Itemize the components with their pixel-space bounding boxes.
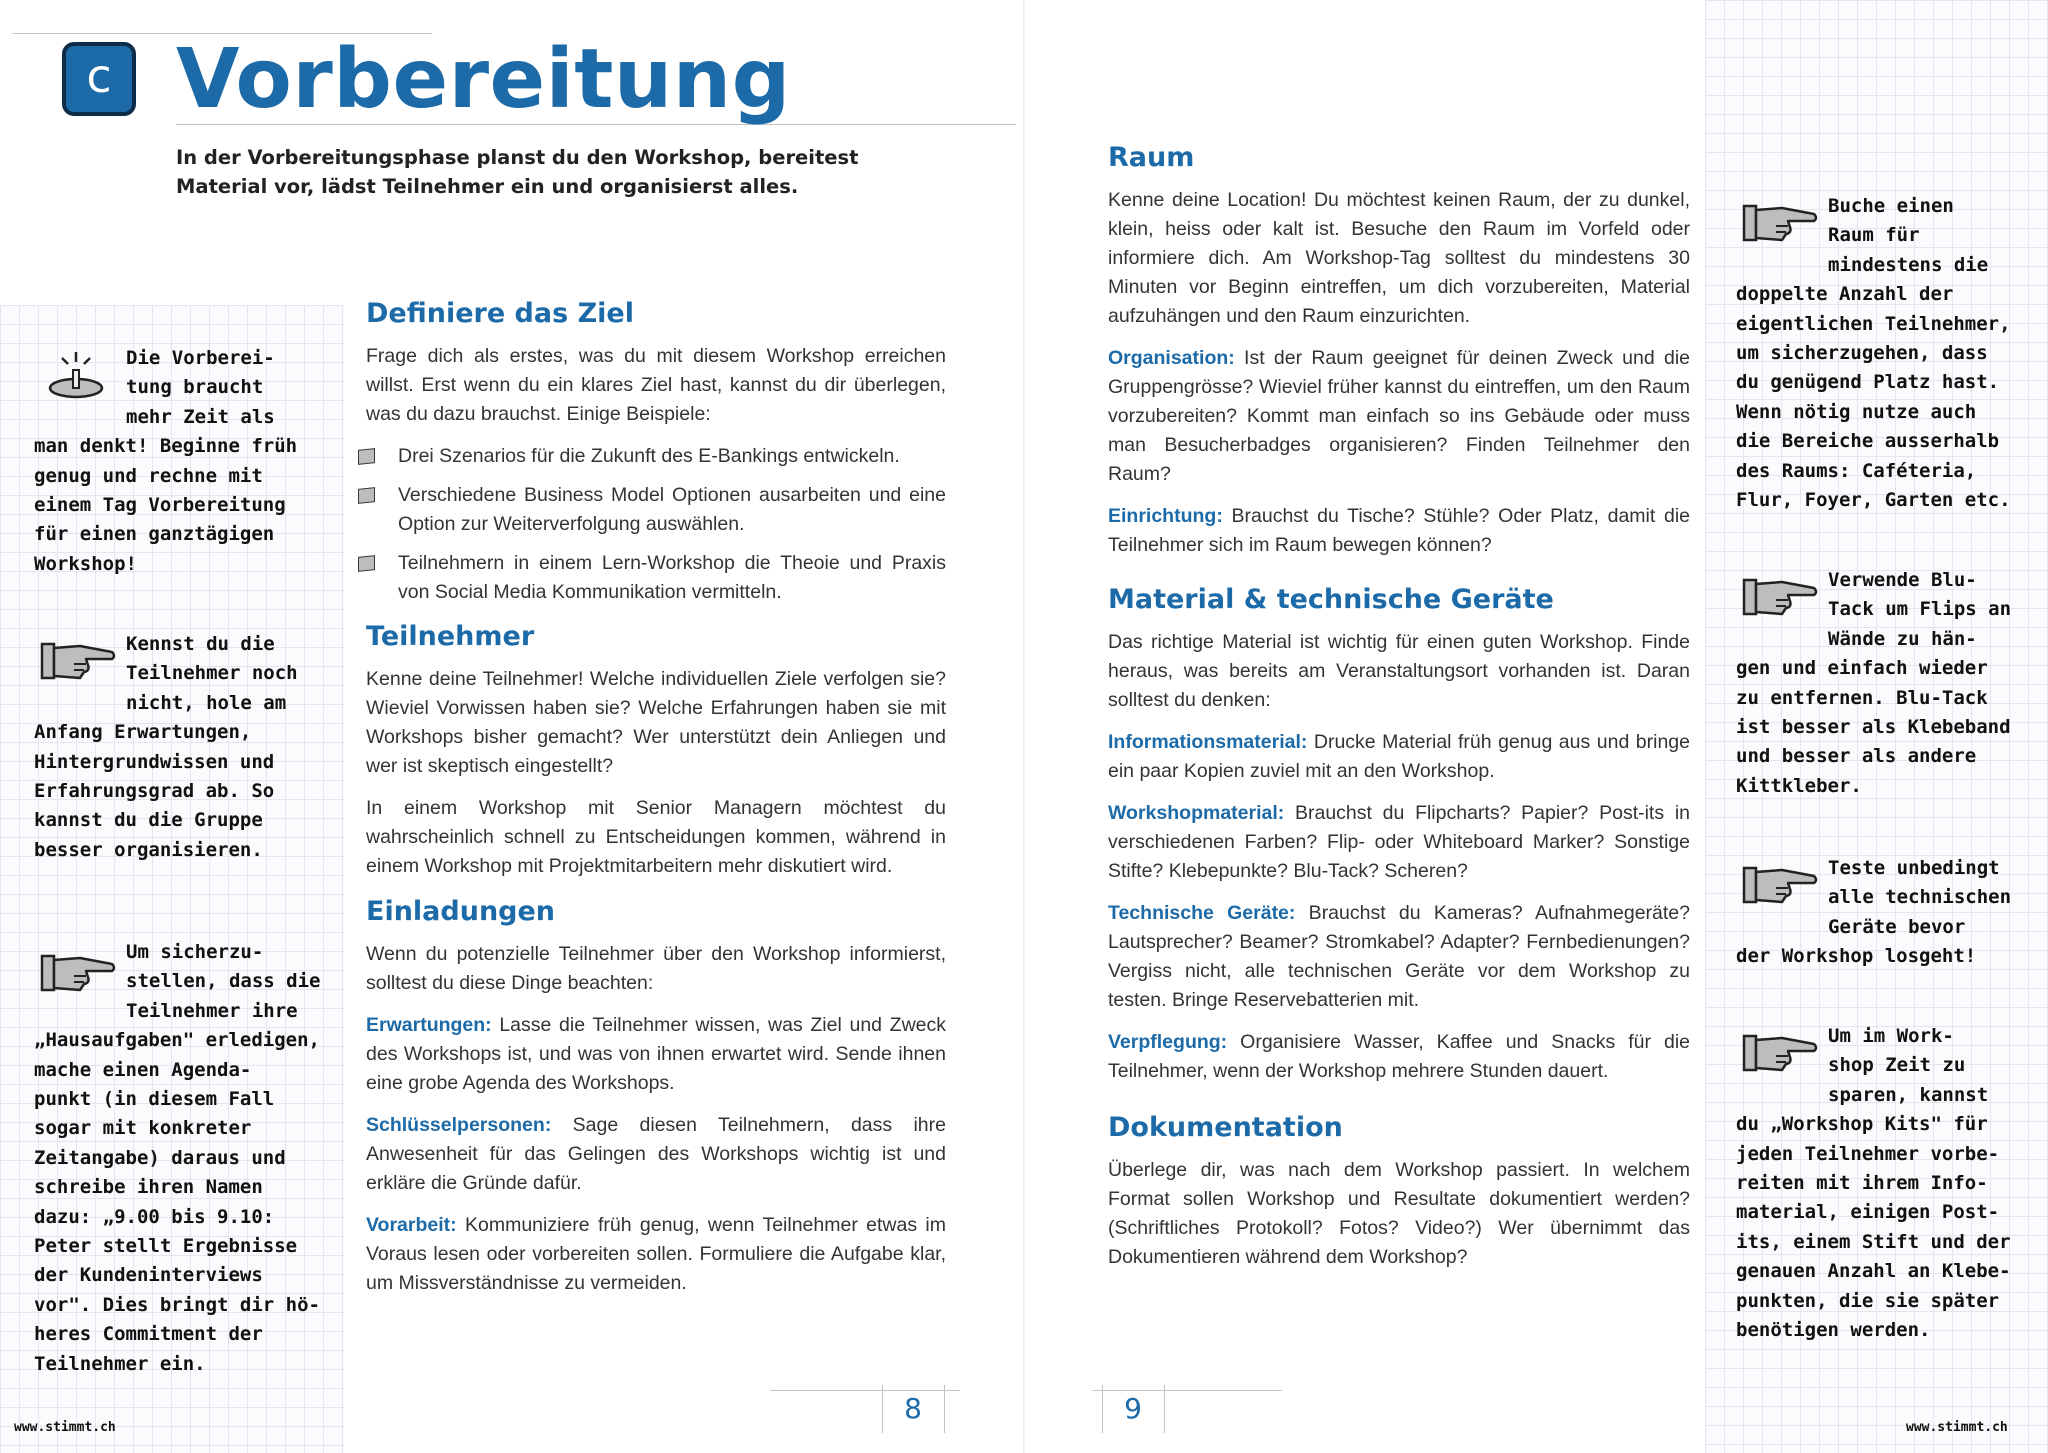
tip-line: punkten, die sie später <box>1736 1289 2000 1312</box>
tip-line: Buche einen <box>1828 195 1954 217</box>
bullet-icon <box>358 448 375 465</box>
technik-paragraph <box>1108 899 1690 1015</box>
schluessel-paragraph <box>366 1111 946 1198</box>
tip-line: doppelte Anzahl der <box>1736 283 1954 306</box>
tip-geraete-testen <box>1736 854 2011 972</box>
vorarbeit-text: Kommuniziere früh genug, wenn Teilnehmer etwas im Voraus lesen oder vorbereiten sollen. Formuliere die Aufgabe klar, um Missverständnisse zu vermeiden. <box>366 1214 946 1294</box>
teilnehmer-text-2: In einem Workshop mit Senior Managern möchtest du wahrscheinlich schnell zu Entscheidungen kommen, während in einem Workshop mit Projektmitarbeitern mehr diskutiert wird. <box>366 797 946 877</box>
tip-line: mindestens die <box>1828 253 1989 276</box>
page-number-right: 9 <box>1124 1392 1142 1425</box>
tip-line: Zeitangabe) daraus und <box>34 1146 286 1169</box>
tip-line: mache einen Agenda- <box>34 1058 252 1081</box>
bullet-text: Teilnehmern in einem Lern-Workshop die Theoie und Praxis von Social Media Kommunikation vermitteln. <box>398 552 946 603</box>
footer-url-left[interactable]: www.stimmt.ch <box>14 1420 116 1435</box>
tip-line: heres Commitment der <box>34 1323 263 1346</box>
heading-ziel: Definiere das Ziel <box>366 298 634 329</box>
heading-dokumentation: Dokumentation <box>1108 1112 1343 1143</box>
tip-line: tung braucht <box>126 376 264 399</box>
tip-line: shop Zeit zu <box>1828 1054 1966 1077</box>
page-box-right-edge-2 <box>1164 1385 1165 1433</box>
tip-line: der Kundeninterviews <box>34 1264 263 1287</box>
einrichtung-paragraph <box>1108 502 1690 560</box>
info-paragraph <box>1108 728 1690 786</box>
einrichtung-text: Brauchst du Tische? Stühle? Oder Platz, damit die Teilnehmer sich im Raum bewegen können? <box>1108 505 1690 556</box>
tip-line: stellen, dass die <box>126 970 321 993</box>
info-lead: Informationsmaterial: <box>1108 731 1308 753</box>
technik-text: Brauchst du Kameras? Aufnahmegeräte? Lautsprecher? Beamer? Stromkabel? Adapter? Fernbedienungen? Vergiss nicht, alle technischen Geräte vor dem Workshop zu testen. Bringe Reservebatterien mit. <box>1108 902 1690 1011</box>
heading-einladungen: Einladungen <box>366 896 556 927</box>
tip-line: sogar mit konkreter <box>34 1117 252 1140</box>
tip-line: um sicherzugehen, dass <box>1736 342 1988 365</box>
chapter-logo <box>62 42 136 116</box>
tip-line: Flur, Foyer, Garten etc. <box>1736 489 2011 512</box>
tip-line: Peter stellt Ergebnisse <box>34 1235 298 1258</box>
verpflegung-text: Organisiere Wasser, Kaffee und Snacks für die Teilnehmer, wenn der Workshop mehrere Stunden dauert. <box>1108 1031 1690 1082</box>
heading-teilnehmer: Teilnehmer <box>366 621 535 652</box>
tip-line: einem Tag Vorbereitung <box>34 494 286 517</box>
erwartungen-paragraph <box>366 1011 946 1098</box>
workshopmaterial-text: Brauchst du Flipcharts? Papier? Post-its in verschiedenen Farben? Flip- oder Whiteboard Marker? Sonstige Stifte? Klebepunkte? Blu-Tack? Scheren? <box>1108 802 1690 882</box>
tip-line: und besser als andere <box>1736 745 1977 768</box>
tip-line: Kennst du die <box>126 633 275 655</box>
tip-line: kannst du die Gruppe <box>34 809 263 832</box>
list-item <box>366 481 946 539</box>
tip-line: „Hausaufgaben" erledigen, <box>34 1029 320 1052</box>
einrichtung-lead: Einrichtung: <box>1108 505 1223 527</box>
tip-line: Erfahrungsgrad ab. So <box>34 780 275 803</box>
bullet-text: Drei Szenarios für die Zukunft des E-Bankings entwickeln. <box>398 445 900 467</box>
info-text: Drucke Material früh genug aus und bringe ein paar Kopien zuviel mit an den Workshop. <box>1108 731 1690 782</box>
tip-line: Workshop! <box>34 552 137 575</box>
organisation-text: Ist der Raum geeignet für deinen Zweck und die Gruppengrösse? Wieviel früher kannst du eintreffen, um den Raum vorzubereiten? Kommt man einfach so ins Gebäude oder muss man Besucherbadges organisieren? Finden Teilnehmer den Raum? <box>1108 347 1690 485</box>
left-main-column <box>366 296 946 1311</box>
tip-line: Raum für <box>1828 224 1920 247</box>
tip-line: gen und einfach wieder <box>1736 657 1988 680</box>
tip-line: its, einem Stift und der <box>1736 1230 2011 1253</box>
tip-line: Kittkleber. <box>1736 774 1862 797</box>
tip-raum-buchen <box>1736 192 2011 515</box>
tip-teilnehmer <box>34 630 298 865</box>
right-main-column <box>1108 140 1690 1285</box>
tip-line: Anfang Erwartungen, <box>34 721 252 744</box>
erwartungen-lead: Erwartungen: <box>366 1014 492 1036</box>
tip-line: besser organisieren. <box>34 838 263 861</box>
tip-hausaufgaben <box>34 938 320 1379</box>
tip-line: alle technischen <box>1828 886 2012 909</box>
tip-line: Teste unbedingt <box>1828 857 2000 879</box>
tip-line: Wenn nötig nutze auch <box>1736 400 1977 423</box>
ziel-text: Frage dich als erstes, was du mit diesem Workshop erreichen willst. Erst wenn du ein klares Ziel hast, kannst du dir überlegen, was du dazu brauchst. Einige Beispiele: <box>366 345 946 425</box>
tip-line: schreibe ihren Namen <box>34 1176 263 1199</box>
bullet-icon <box>358 487 375 504</box>
page-number-left: 8 <box>904 1392 922 1425</box>
tip-line: der Workshop losgeht! <box>1736 945 1977 968</box>
tip-line: du genügend Platz hast. <box>1736 371 2000 394</box>
tip-line: benötigen werden. <box>1736 1319 1931 1342</box>
tip-line: Teilnehmer ihre <box>126 999 298 1022</box>
tip-line: genug und rechne mit <box>34 464 263 487</box>
list-item <box>366 549 946 607</box>
tip-line: dazu: „9.00 bis 9.10: <box>34 1205 275 1228</box>
tip-line: jeden Teilnehmer vorbe- <box>1736 1142 2000 1165</box>
workshopmaterial-lead: Workshopmaterial: <box>1108 802 1285 824</box>
tip-line: du „Workshop Kits" für <box>1736 1113 1988 1136</box>
page-box-right-edge <box>944 1385 945 1433</box>
tip-line: Tack um Flips an <box>1828 598 2012 621</box>
ziel-bullet-list <box>366 442 946 607</box>
dokumentation-text: Überlege dir, was nach dem Workshop passiert. In welchem Format sollen Workshop und Resultate dokumentiert werden? (Schriftliches Protokoll? Fotos? Video?) Wer übernimmt das Dokumentieren während dem Workshop? <box>1108 1159 1690 1268</box>
tip-line: mehr Zeit als <box>126 405 275 428</box>
tip-line: des Raums: Caféteria, <box>1736 459 1977 482</box>
tip-line: Um sicherzu- <box>126 941 264 963</box>
workshopmaterial-paragraph <box>1108 799 1690 886</box>
organisation-paragraph <box>1108 344 1690 489</box>
tip-blu-tack <box>1736 566 2011 801</box>
page-spine <box>1023 0 1025 1453</box>
tip-line: Um im Work- <box>1828 1025 1954 1047</box>
erwartungen-text: Lasse die Teilnehmer wissen, was Ziel und Zweck des Workshops ist, und was von ihnen erwartet wird. Sende ihnen eine grobe Agenda des Workshops. <box>366 1014 946 1094</box>
tip-line: Hintergrundwissen und <box>34 750 275 773</box>
organisation-lead: Organisation: <box>1108 347 1235 369</box>
tip-line: ist besser als Klebeband <box>1736 716 2011 739</box>
bullet-text: Verschiedene Business Model Optionen ausarbeiten und eine Option zur Weiterverfolgung auswählen. <box>398 484 946 535</box>
vorarbeit-paragraph <box>366 1211 946 1298</box>
tip-line: zu entfernen. Blu-Tack <box>1736 686 1988 709</box>
verpflegung-paragraph <box>1108 1028 1690 1086</box>
tip-line: man denkt! Beginne früh <box>34 435 298 458</box>
tip-line: für einen ganztägigen <box>34 523 275 546</box>
tip-line: Verwende Blu- <box>1828 569 1977 591</box>
raum-text: Kenne deine Location! Du möchtest keinen Raum, der zu dunkel, klein, heiss oder kalt ist. Besuche den Raum im Vorfeld oder informiere dich. Am Workshop-Tag solltest du mindestens 30 Minuten vor Beginn eintreffen, um dich vorzubereiten, Material aufzuhängen und den Raum einzurichten. <box>1108 189 1690 327</box>
page-title: Vorbereitung <box>176 32 791 127</box>
verpflegung-lead: Verpflegung: <box>1108 1031 1228 1053</box>
tip-line: die Bereiche ausserhalb <box>1736 430 2000 453</box>
einladungen-text: Wenn du potenzielle Teilnehmer über den Workshop informierst, solltest du diese Dinge beachten: <box>366 943 946 994</box>
tip-workshop-kits <box>1736 1022 2011 1345</box>
teilnehmer-text-1: Kenne deine Teilnehmer! Welche individuellen Ziele verfolgen sie? Wieviel Vorwissen haben sie? Welche Erfahrungen haben sie mit Workshops bisher gemacht? Wer unterstützt dein Anliegen und wer ist skeptisch eingestellt? <box>366 668 946 777</box>
schluessel-lead: Schlüsselpersonen: <box>366 1114 552 1136</box>
tip-line: Die Vorberei- <box>126 347 275 369</box>
heading-raum: Raum <box>1108 142 1195 173</box>
tip-line: punkt (in diesem Fall <box>34 1088 275 1111</box>
tip-line: Teilnehmer noch <box>126 662 298 685</box>
bullet-icon <box>358 555 375 572</box>
tip-line: nicht, hole am <box>126 691 287 714</box>
footer-url-right[interactable]: www.stimmt.ch <box>1906 1420 2008 1435</box>
tip-line: Geräte bevor <box>1828 915 1966 938</box>
tip-line: sparen, kannst <box>1828 1083 1989 1106</box>
intro-text: In der Vorbereitungsphase planst du den Workshop, bereitest Material vor, lädst Teilnehmer ein und organisierst alles. <box>176 146 859 198</box>
tip-line: eigentlichen Teilnehmer, <box>1736 312 2011 335</box>
schluessel-text: Sage diesen Teilnehmern, dass ihre Anwesenheit für das Gelingen des Workshops wichtig ist und erkläre die Gründe dafür. <box>366 1114 946 1194</box>
heading-material: Material & technische Geräte <box>1108 584 1554 615</box>
tip-line: Teilnehmer ein. <box>34 1352 206 1375</box>
tip-vorbereitung <box>34 344 297 579</box>
tip-line: reiten mit ihrem Info- <box>1736 1172 1988 1195</box>
technik-lead: Technische Geräte: <box>1108 902 1296 924</box>
material-text: Das richtige Material ist wichtig für einen guten Workshop. Finde heraus, was bereits am Veranstaltungsort vorhanden ist. Daran solltest du denken: <box>1108 631 1690 711</box>
tip-line: vor". Dies bringt dir hö- <box>34 1293 320 1316</box>
chapter-letter: c <box>86 49 112 103</box>
vorarbeit-lead: Vorarbeit: <box>366 1214 457 1236</box>
tip-line: Wände zu hän- <box>1828 627 1977 650</box>
tip-line: genauen Anzahl an Klebe- <box>1736 1260 2011 1283</box>
list-item <box>366 442 946 471</box>
tip-line: material, einigen Post- <box>1736 1201 2000 1224</box>
